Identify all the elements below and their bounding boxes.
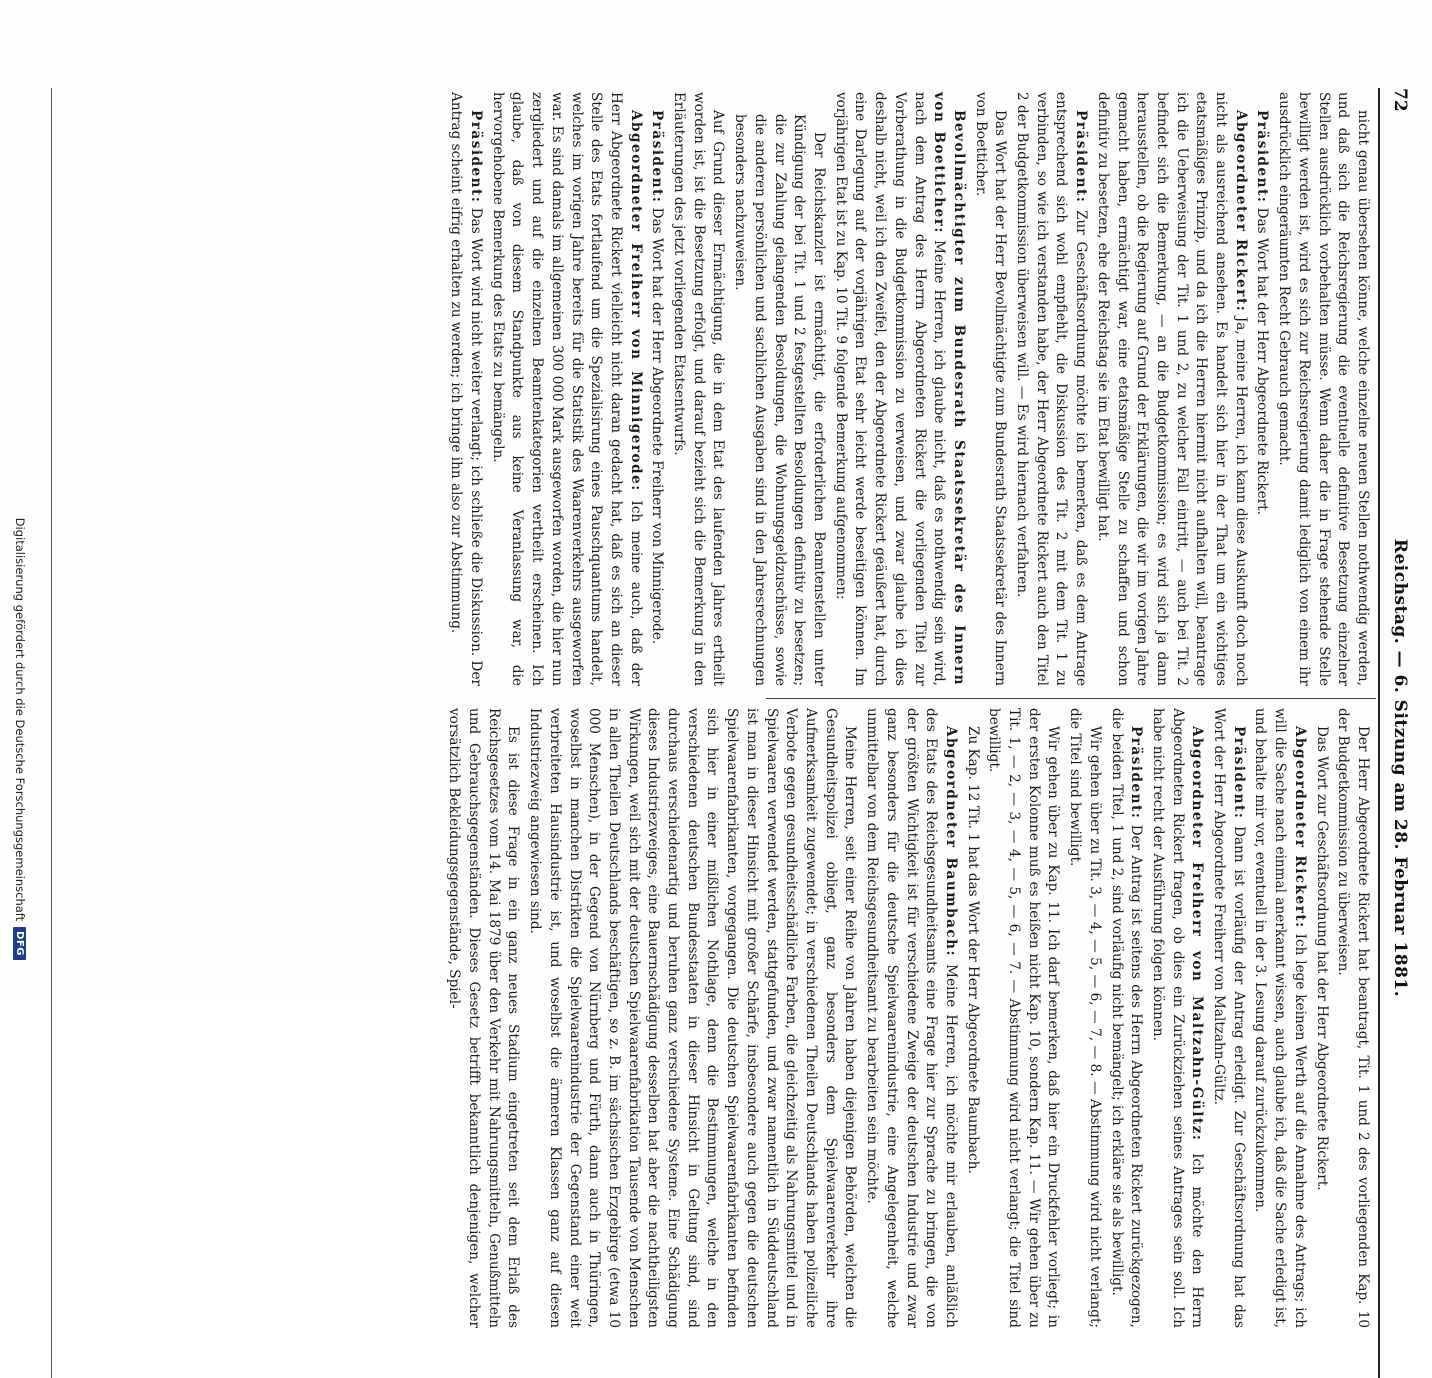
paragraph-text: nicht genau übersehen könne, welche einzelne neuen Stellen nothwendig werden, und daß sich die Reichsregierung die eventuelle definitive Besetzung einzelner Stellen ausdrücklich vorbehalten müsse. Wenn daher die in Frage stehende Stelle bewilligt werden ist, wird es sich zur Reichsregierung damit lediglich von einem ihr ausdrücklich eingeräumten Recht Gebrauch gemacht. (1276, 92, 1371, 686)
paragraph-text: Es ist diese Frage in ein ganz neues Stadium eingetreten seit dem Erlaß des Reichsgesetzes vom 14. Mai 1879 über den Verkehr mit Nahrungsmitteln, Genußmitteln und Gebrauchsgegenständen. Dieses Gesetz betrifft bekanntlich denjenigen, welcher vorsätzlich Bekleidungsgegenstände, Spiel- (446, 708, 522, 1328)
paragraph (487, 92, 645, 686)
paragraph-text: Der Herr Abgeordnete Rickert hat beantragt, Tit. 1 und 2 des vorliegenden Kap. 10 der Budgetkommission zu überweisen. (1335, 708, 1371, 1328)
text-column-right (446, 708, 1372, 1329)
paragraph (1106, 708, 1145, 1328)
paragraph (970, 92, 1009, 686)
paragraph (861, 708, 960, 1328)
paragraph-text: Meine Herren, ich möchte mir erlauben, anläßlich des Etats des Reichsgesundheitsamts eine Frage hier zur Sprache zu bringen, die von der größten Wichtigkeit ist für verschiedene Zweige der deutschen Industrie und zwar ganz besonders für die deutsche Spielwaarenindustrie, eine Angelegenheit, welche unmittelbar von dem Reichsgesundheitsamt zu bearbeiten sein möchte. (864, 708, 959, 1329)
column-divider (766, 698, 1376, 699)
paragraph (1147, 708, 1206, 1328)
paragraph (668, 92, 727, 686)
paragraph-text: Das Wort hat der Herr Abgeordnete Freiherr von Minnigerode. (649, 207, 666, 645)
paragraph-text: Ich möchte den Herrn Abgeordneten Rickert fragen, ob dies ein Zurückziehen seines Antrages sein soll. Ich habe nicht recht der Ausführung folgen können. (1149, 708, 1206, 1328)
paragraph (1064, 708, 1103, 1328)
paragraph-text: Wir gehen über zu Kap. 11. Ich darf bemerken, daß hier ein Druckfehler vorliegt; in der ersten Kolonne muß es heißen nicht Kap. 10, sondern Kap. 11. — Wir gehen über zu Tit. 1, — 2, — 3, — 4, — 5, — 6, — 7. — Abstimmung wird nicht verlangt; die Titel sind bewilligt. (986, 708, 1062, 1328)
paragraph (1273, 92, 1372, 686)
paragraph (524, 708, 859, 1328)
paragraph (1208, 708, 1247, 1328)
paragraph-text: Wir gehen über zu Tit. 3, — 4, — 5, — 6, — 7, — 8. — Abstimmung wird nicht verlangt; die Titel sind bewilligt. (1067, 708, 1103, 1328)
speaker-name: Abgeordneter Baumbach: (942, 726, 959, 958)
speaker-name: Abgeordneter Rickert: (1232, 110, 1249, 313)
paragraph-text: Ich lege keinen Werth auf die Annahme des Antrags; ich will die Sache nach einmal anerkannt wissen, auch glaube ich, daß die Sache erledigt ist, und behalte mir vor, eventuell in der 3. Lesung darauf zurückzukommen. (1252, 708, 1308, 1329)
speaker-name: Abgeordneter Freiherr von Minnigerode: (627, 110, 644, 492)
paragraph (984, 708, 1063, 1328)
speaker-name: Präsident: (1230, 726, 1247, 820)
paragraph (647, 92, 667, 686)
page-bottom-rule (51, 88, 52, 1378)
speaker-name: Abgeordneter Rickert: (1291, 726, 1308, 929)
digitization-note: Digitalisierung gefördert durch die Deutsche Forschungsgemeinschaft (13, 517, 27, 922)
quoted-passage (730, 92, 829, 686)
paragraph (1250, 708, 1309, 1328)
paragraph-text: Meine Herren, seit einer Reihe von Jahren haben diejenigen Behörden, welchen die Gesundheitspolizei obliegt, ganz besonders dem Spielwaarenverkehr ihre Aufmerksamkeit zugewendet; in verschiedenen Theilen Deutschlands haben polizeiliche Verbote gegen gesundheitsschädliche Farben, die gleichzeitig als Nahrungsmittel und in Spielwaaren verwendet werden, stattgefunden, und zwar namentlich in Süddeutschland ist man in dieser Hinsicht mit großer Schärfe, insbesondere auch gegen die deutschen Spielwaarenfabrikanten, vorgegangen. Die deutschen Spielwaarenfabrikanten befinden sich hier in einer mißlichen Nothlage, denn die Bestimmungen, welche in den verschiedenen deutschen Bundesstaaten in dieser Hinsicht in Geltung sind, sind durchaus verschiedenartig und beruhen ganz verschiedene Systeme. Eine Schädigung dieses Industriezweiges, eine Bauernschädigung desselben hat aber die nachtheiligsten Wirkungen, weil sich mit der deutschen Spielwaarenfabrikation Tausende von Menschen in allen Theilen Deutschlands beschäftigen, so z. B. im sächsischen Erzgebirge (etwa 10 000 Menschen), in der Gegend von Nürnberg und Fürth, dann auch in Thüringen, woselbst in manchen Distrikten die Spielwaarenindustrie der Gegenstand einer weit verbreiteten Hausindustrie ist, und woselbst die ärmeren Klassen ganz auf diesen Industriezweig angewiesen sind. (527, 708, 859, 1328)
paragraph (446, 92, 485, 686)
speaker-name: Abgeordneter Freiherr von Maltzahn-Gültz: (1189, 726, 1206, 1142)
paragraph-text: Zu Kap. 12 Tit. 1 hat das Wort der Herr Abgeordnete Baumbach. (964, 726, 981, 1174)
paragraph-text: Der Reichskanzler ist ermächtigt, die erforderlichen Beamtenstellen unter Kündigung der bei Tit. 1 und 2 festgestellten Besoldungen definitiv zu besetzen; die zur Zahlung gelangenden Besoldungen, die Wohnungsgeldzuschüsse, sowie die anderen persönlichen und sachlichen Ausgaben sind in den Jahresrechnungen besonders nachzuweisen. (732, 114, 828, 686)
speaker-name: Präsident: (649, 110, 666, 204)
paragraph (1092, 92, 1250, 686)
paragraph-text: Dann ist vorläufig der Antrag erledigt. Zur Geschäftsordnung hat das Wort der Herr Abgeordnete Freiherr von Maltzahn-Gültz. (1211, 708, 1247, 1329)
digitization-footer (13, 0, 27, 960)
page-number: 72 (1390, 88, 1410, 112)
paragraph-text: Meine Herren, ich glaube nicht, daß es nothwendig sein wird, nach dem Antrag des Herrn Abgeordneten Rickert die vorliegenden Titel zur Vorberathung in die Budgetkommission zu verweisen, und zwar glaube ich dies deshalb nicht, weil ich den Zweifel, den der Abgeordnete Rickert geäußert hat, durch eine Darlegung auf der vorjährigen Etat sehr leicht werde beseitigen können. Im vorjährigen Etat ist zu Kap. 10 Tit. 9 folgende Bemerkung aufgenommen: (832, 92, 948, 686)
header-rule (1378, 88, 1380, 1378)
paragraph (1252, 92, 1272, 686)
paragraph (1333, 708, 1372, 1328)
paragraph (444, 708, 523, 1328)
paragraph (830, 92, 968, 686)
speaker-name: Bevollmächtigter zum Bundesrath Staatssekretär des Innern von Boetticher: (931, 92, 967, 686)
paragraph (1011, 92, 1090, 686)
paragraph-text: Das Wort zur Geschäftsordnung hat der Herr Abgeordnete Rickert. (1313, 726, 1330, 1191)
running-title: Reichstag. — 6. Sitzung am 28. Februar 1881. (1390, 538, 1410, 998)
speaker-name: Präsident: (1128, 726, 1145, 820)
speaker-name: Präsident: (1254, 110, 1271, 204)
paragraph-text: Auf Grund dieser Ermächtigung, die in dem Etat des laufenden Jahres ertheilt worden ist, ist die Besetzung erfolgt, und darauf bezieht sich die Bemerkung in den Erläuterungen des jetzt vorliegenden Etatsentwurfs. (671, 92, 727, 686)
running-header (1388, 88, 1410, 1378)
speaker-name: Präsident: (468, 110, 485, 204)
paragraph-text: Das Wort hat der Herr Abgeordnete Rickert. (1254, 207, 1271, 515)
paragraph-text: Ich meine auch, daß der Herr Abgeordnete Rickert vielleicht nicht daran gedacht hat, daß es sich an dieser Stelle des Etats fortlaufend um die Spezialisirung eines Pauschquantums handelt, welches im vorigen Jahre bereits für die Statistik des Waarenverkehrs ausgeworfen war. Es sind damals im allgemeinen 300 000 Mark ausgeworfen worden, die hier nun zergliedert und auf die einzelnen Beamtenkategorien vertheilt erscheinen. Ich glaube, daß von diesem Standpunkte aus keine Veranlassung war, die hervorgehobene Bemerkung des Etats zu bemängeln. (489, 92, 644, 686)
paragraph-text: Zur Geschäftsordnung möchte ich bemerken, daß es dem Antrage entsprechend sich wohl empfiehlt, die Diskussion des Tit. 2 mit dem Tit. 1 zu verbinden, so wie ich verstanden habe, der Herr Abgeordnete Rickert auch den Titel 2 der Budgetkommission überweisen will. — Es wird hiernach verfahren. (1014, 92, 1090, 686)
text-column-left (448, 92, 1372, 686)
paragraph-text: Das Wort wird nicht weiter verlangt; ich schließe die Diskussion. Der Antrag scheint eifrig erhalten zu werden; ich bringe ihn also zur Abstimmung. (448, 92, 485, 686)
paragraph-text: Der Antrag ist seitens des Herrn Abgeordneten Rickert zurückgezogen, die beiden Titel, 1 und 2, sind vorläufig nicht bemängelt; ich erkläre sie als bewilligt. (1108, 708, 1145, 1329)
paragraph (1311, 708, 1331, 1328)
paragraph-text: Ja, meine Herren, ich kann diese Auskunft doch noch nicht als ausreichend ansehen. Es handelt sich hier in der That um ein wichtiges etatsmäßiges Prinzip, und da ich die Herren hiermit nicht aufhalten will, beantrage ich die Ueberweisung der Tit. 1 und 2, zu welcher Fall eintritt, — auch bei Tit. 2 befindet sich die Bemerkung, — an die Budgetkommission; es wird sich ja dann herausstellen, ob die Regierung auf Grund der Erklärungen, die wir im vorigen Jahre gemacht haben, ermächtigt war, eine etatsmäßige Stelle zu schaffen und schon definitiv zu besetzen, ehe der Reichstag sie im Etat bewilligt hat. (1094, 92, 1249, 686)
paragraph-text: Das Wort hat der Herr Bevollmächtigte zum Bundesrath Staatssekretär des Innern von Boetticher. (972, 92, 1009, 686)
dfg-logo-icon: DFG (14, 927, 27, 960)
speaker-name: Präsident: (1073, 110, 1090, 204)
paragraph (962, 708, 982, 1328)
